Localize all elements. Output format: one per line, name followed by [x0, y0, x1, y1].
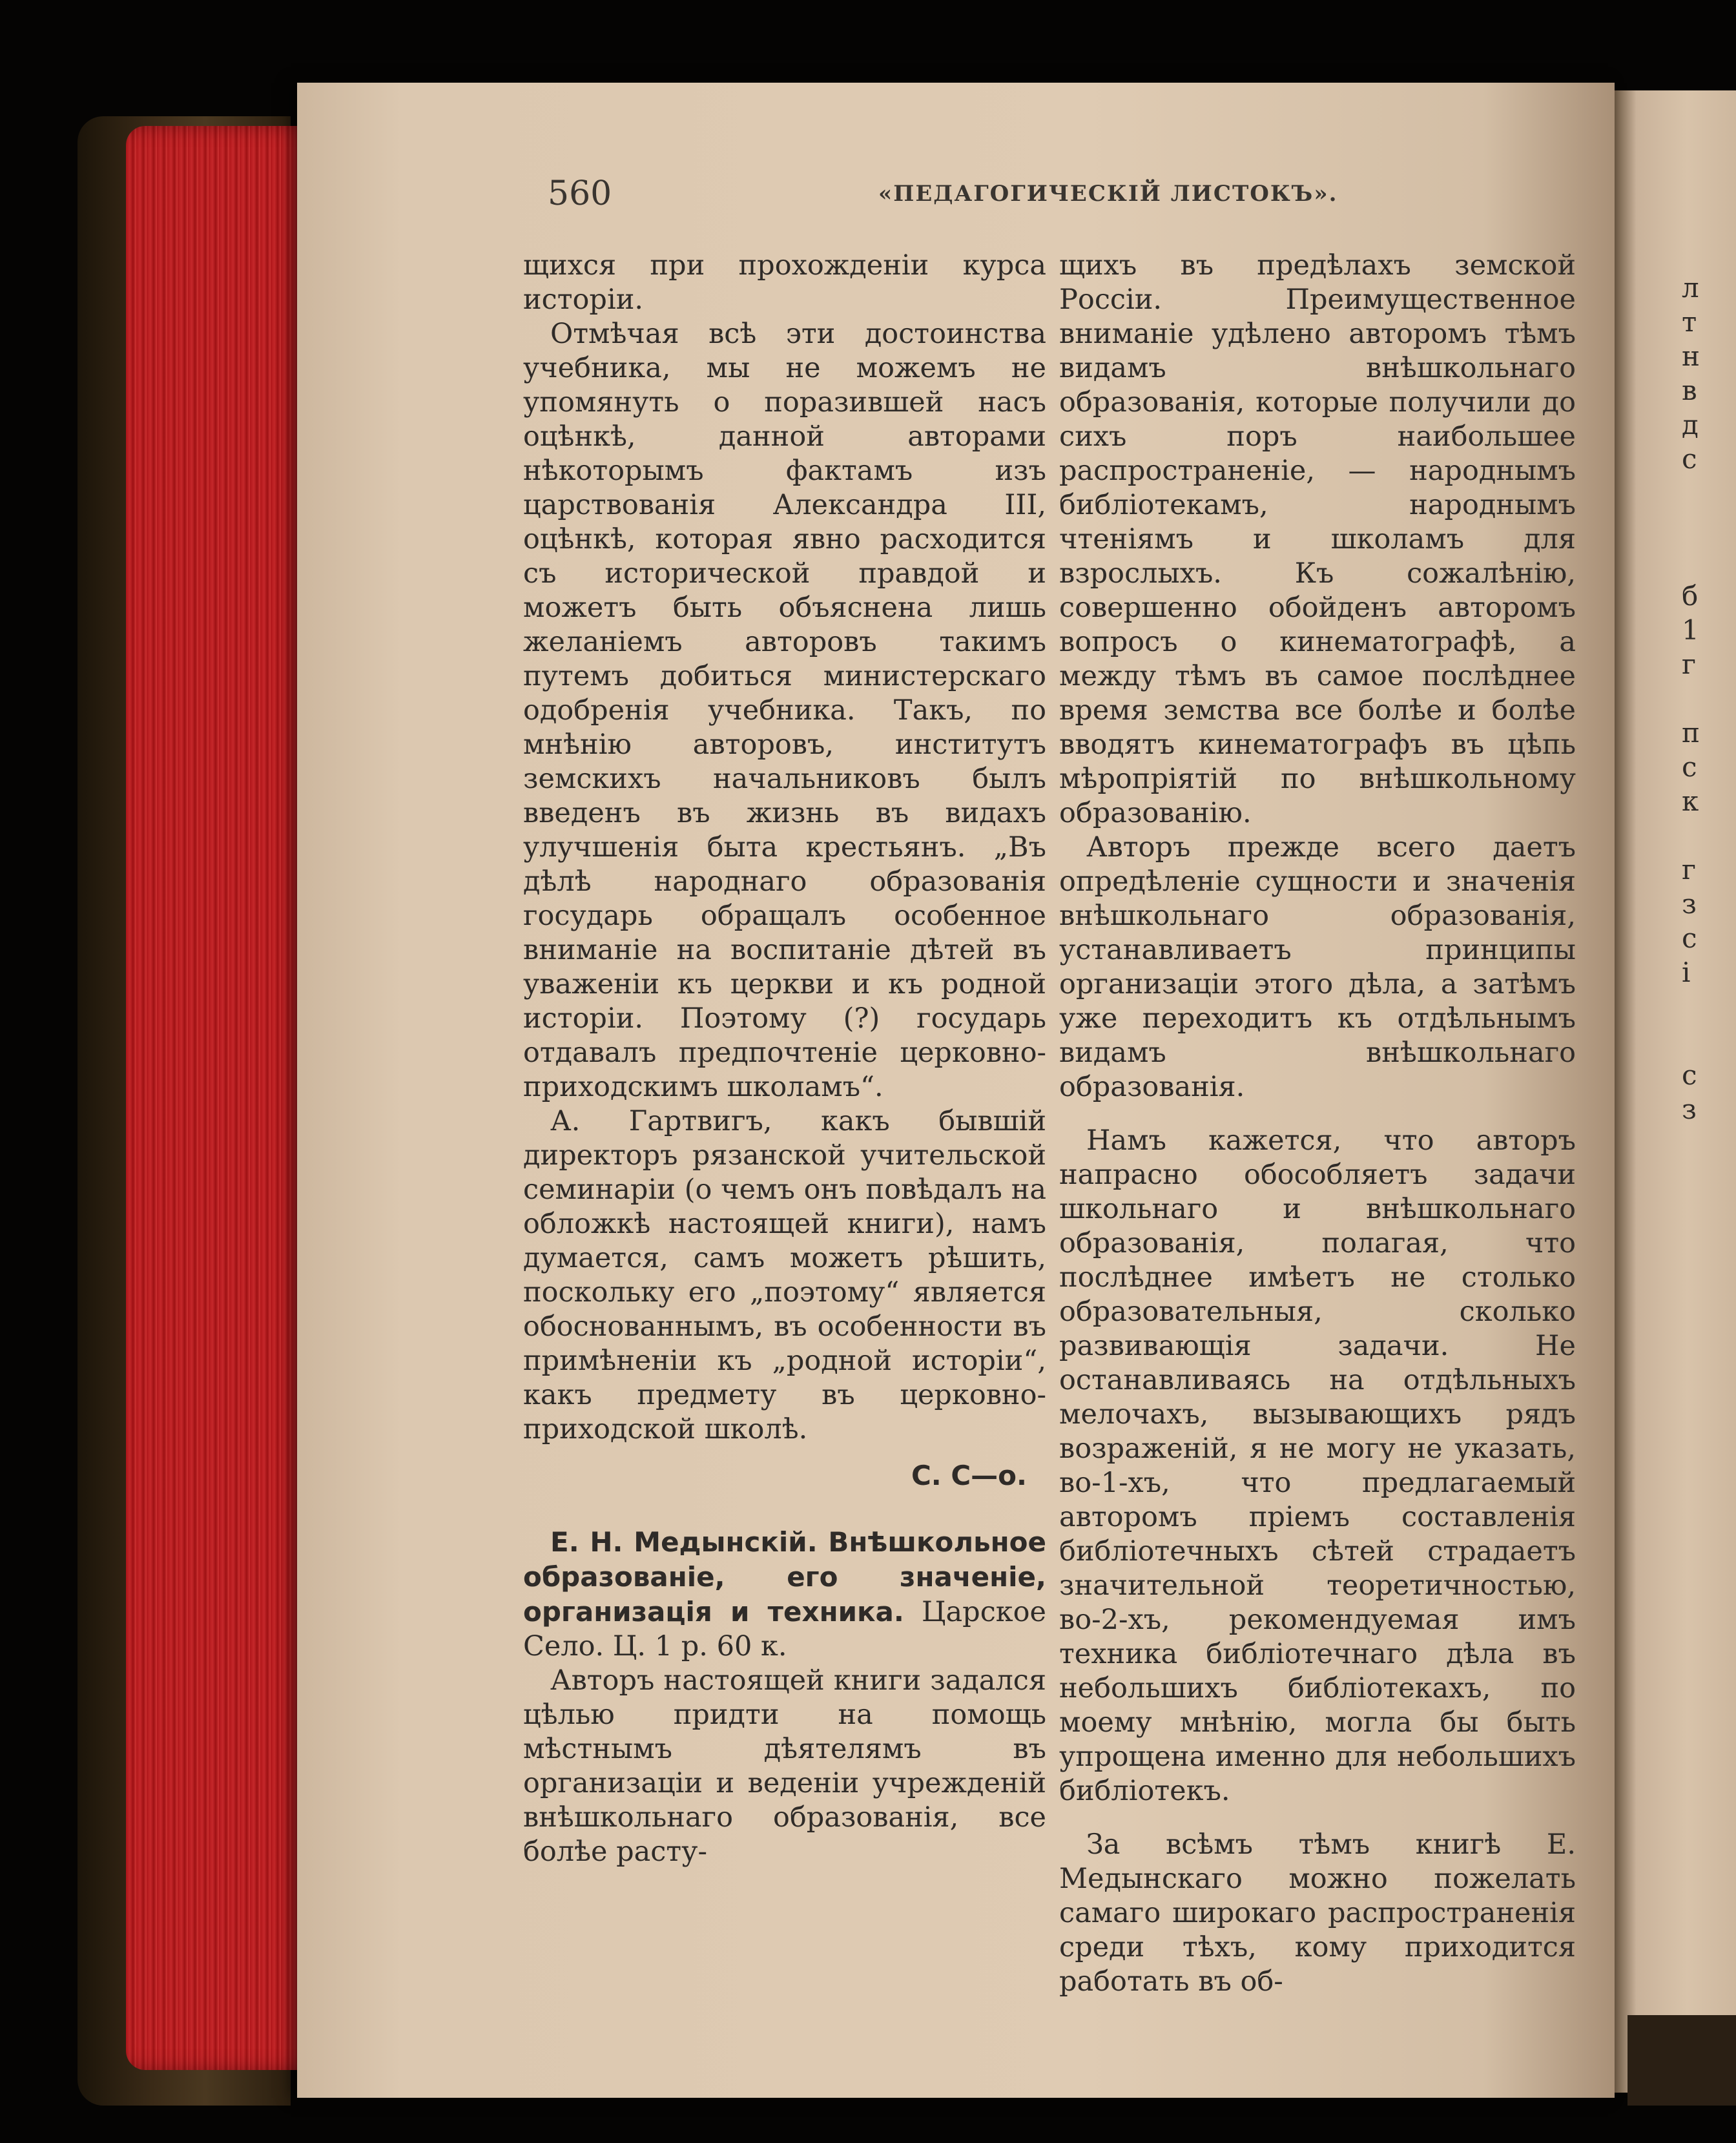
paragraph: щихъ въ предѣлахъ земской Россіи. Преимущественное вниманіе удѣлено авторомъ тѣмъ видамъ внѣшкольнаго образованія, которые получили до сихъ поръ наибольшее распространеніе, — народнымъ библіотекамъ, народнымъ чтеніямъ и школамъ для взрослыхъ. Къ сожалѣнію, совершенно обойденъ авторомъ вопросъ о кинематографѣ, а между тѣмъ въ самое послѣднее время земства все болѣе и болѣе вводятъ кинематографъ въ цѣпь мѣропріятій по внѣшкольному образованію. [1059, 249, 1576, 829]
facing-page-fragment: б [1682, 580, 1699, 612]
page-number: 560 [548, 174, 612, 213]
book-corner [1628, 2015, 1736, 2106]
facing-page-fragment: г [1682, 648, 1697, 680]
facing-page-fragment: т [1682, 306, 1697, 338]
facing-page-fragment [1682, 819, 1736, 853]
paragraph: щихся при прохожденіи курса исторіи. [523, 249, 1046, 316]
facing-page-text [1682, 271, 1736, 1127]
left-column [523, 249, 1046, 1869]
book-title: Е. Н. Медынскій. Внѣшкольное образованіе, его значеніе, организація и техника. [523, 1526, 1046, 1628]
facing-page-fragment: с [1682, 443, 1697, 475]
paragraph: Намъ кажется, что авторъ напрасно обособляетъ задачи школьнаго и внѣшкольнаго образованія, полагая, что послѣднее имѣетъ не столько образовательныя, сколько развивающія задачи. Не останавливаясь на отдѣльныхъ мелочахъ, вызывающихъ рядъ возраженій, я не могу не указать, во-1-хъ, что предлагаемый авторомъ пріемъ составленія библіотечныхъ сѣтей страдаетъ значительной теоретичностью, во-2-хъ, рекомендуемая имъ техника библіотечнаго дѣла въ небольшихъ библіотекахъ, по моему мнѣнію, могла бы быть упрощена именно для небольшихъ библіотекъ. [1059, 1124, 1576, 1807]
facing-page-fragment: п [1682, 717, 1700, 749]
facing-page-fragment [1682, 682, 1736, 716]
facing-page-fragment [1682, 511, 1736, 545]
facing-page-fragment: і [1682, 957, 1691, 988]
facing-page-fragment: з [1682, 1093, 1697, 1125]
facing-page-fragment: з [1682, 888, 1697, 920]
paragraph: Авторъ настоящей книги задался цѣлью придти на помощь мѣстнымъ дѣятелямъ въ организаціи и веденіи учрежденій внѣшкольнаго образованія, все болѣе расту- [523, 1664, 1046, 1868]
facing-page-fragment [1682, 545, 1736, 579]
facing-page-fragment: 1 [1682, 614, 1699, 646]
facing-page-fragment [1682, 990, 1736, 1024]
right-column [1059, 249, 1576, 1999]
facing-page-fragment: с [1682, 922, 1697, 954]
running-title: «ПЕДАГОГИЧЕСКІЙ ЛИСТОКЪ». [878, 181, 1338, 207]
facing-page-fragment [1682, 477, 1736, 511]
facing-page-fragment: в [1682, 375, 1697, 406]
facing-page-fragment: г [1682, 854, 1697, 885]
book-entry [523, 1525, 1046, 1664]
facing-page-fragment: д [1682, 409, 1699, 440]
paragraph: А. Гартвигъ, какъ бывшій директоръ рязанской учительской семинаріи (о чемъ онъ повѣдалъ на обложкѣ настоящей книги), намъ думается, самъ можетъ рѣшить, поскольку его „поэтому“ является обоснованнымъ, въ особенности въ примѣненіи къ „родной исторіи“, какъ предмету въ церковно-приходской школѣ. [523, 1105, 1046, 1445]
book-imprint: Царское Село. Ц. 1 р. 60 к. [523, 1596, 1047, 1662]
facing-page-fragment: н [1682, 340, 1700, 372]
facing-page-fragment [1682, 1024, 1736, 1059]
paragraph: Авторъ прежде всего даетъ опредѣленіе сущности и значенія внѣшкольнаго образованія, устанавливаетъ принципы организаціи этого дѣла, а затѣмъ уже переходитъ къ отдѣльнымъ видамъ внѣшкольнаго образованія. [1059, 831, 1576, 1103]
paragraph: За всѣмъ тѣмъ книгѣ Е. Медынскаго можно пожелать самаго широкаго распространенія среди тѣхъ, кому приходится работать въ об- [1059, 1828, 1576, 1998]
facing-page-fragment: с [1682, 751, 1697, 783]
facing-page-fragment: к [1682, 785, 1699, 817]
review-signature: С. С—о. [911, 1460, 1027, 1491]
paragraph: Отмѣчая всѣ эти достоинства учебника, мы не можемъ не упомянуть о поразившей насъ оцѣнкѣ, данной авторами нѣкоторымъ фактамъ изъ царствованія Александра III, оцѣнкѣ, которая явно расходится съ исторической правдой и можетъ быть объяснена лишь желаніемъ авторовъ такимъ путемъ добиться министерскаго одобренія учебника. Такъ, по мнѣнію авторовъ, институтъ земскихъ начальниковъ былъ введенъ въ жизнь въ видахъ улучшенія быта крестьянъ. „Въ дѣлѣ народнаго образованія государь обращалъ особенное вниманіе на воспитаніе дѣтей въ уваженіи къ церкви и къ родной исторіи. Поэтому (?) государь отдавалъ предпочтеніе церковно-приходскимъ школамъ“. [523, 318, 1046, 1103]
facing-page-fragment: л [1682, 272, 1699, 304]
facing-page-fragment: с [1682, 1059, 1697, 1091]
